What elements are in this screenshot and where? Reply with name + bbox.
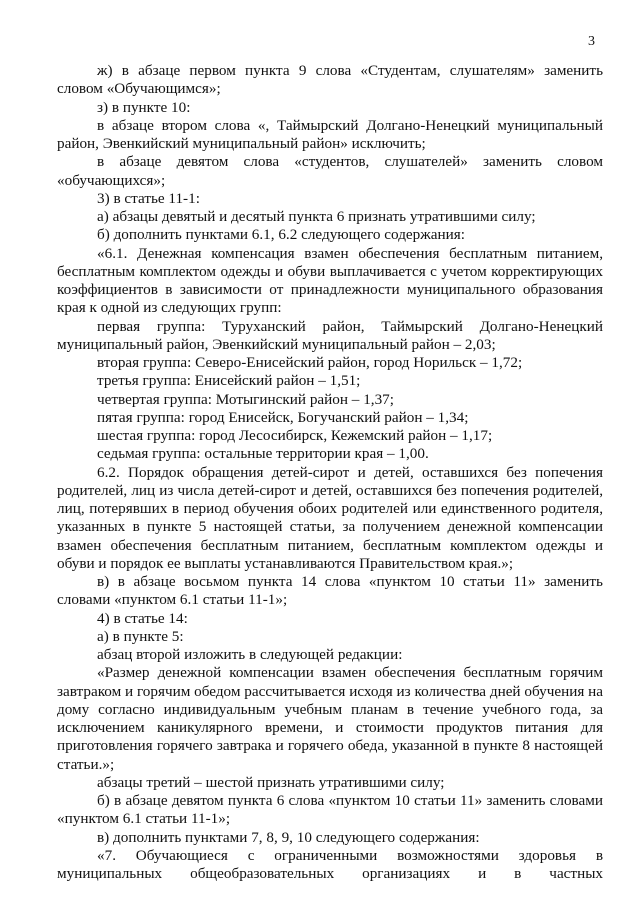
paragraph: 4) в статье 14: bbox=[97, 609, 188, 627]
paragraph: абзац второй изложить в следующей редакции: bbox=[97, 646, 403, 663]
paragraph: первая группа: Туруханский район, Таймырский Долгано-Ненецкий муниципальный район, Эвенкийский муниципальный район – 2,03; bbox=[57, 317, 603, 353]
paragraph: в абзаце втором слова «, Таймырский Долгано-Ненецкий муниципальный район, Эвенкийский муниципальный район» исключить; bbox=[57, 116, 603, 152]
paragraph: б) в абзаце девятом пункта 6 слова «пунктом 10 статьи 11» заменить словами «пунктом 6.1 статьи 11-1»; bbox=[57, 792, 603, 828]
paragraph: седьмая группа: остальные территории края – 1,00. bbox=[97, 445, 429, 463]
paragraph: б) дополнить пунктами 6.1, 6.2 следующего содержания: bbox=[97, 226, 465, 244]
paragraph: шестая группа: город Лесосибирск, Кежемский район – 1,17; bbox=[97, 427, 493, 444]
paragraph: в) в абзаце восьмом пункта 14 слова «пунктом 10 статьи 11» заменить словами «пунктом 6.1 статьи 11-1»; bbox=[57, 573, 603, 609]
paragraph: абзацы третий – шестой признать утратившими силу; bbox=[97, 773, 445, 791]
paragraph: третья группа: Енисейский район – 1,51; bbox=[97, 372, 361, 390]
paragraph: в абзаце девятом слова «студентов, слушателей» заменить словом «обучающихся»; bbox=[57, 153, 603, 189]
paragraph: з) в пункте 10: bbox=[97, 98, 191, 116]
paragraph: ж) в абзаце первом пункта 9 слова «Студентам, слушателям» заменить словом «Обучающимся»; bbox=[57, 62, 603, 98]
paragraph: четвертая группа: Мотыгинский район – 1,37; bbox=[97, 390, 394, 408]
paragraph: а) абзацы девятый и десятый пункта 6 признать утратившими силу; bbox=[97, 208, 536, 225]
paragraph: 6.2. Порядок обращения детей-сирот и детей, оставшихся без попечения родителей, лиц из числа детей-сирот и детей, оставшихся без попечения родителей, лиц, потерявших в период обучения обоих родителей или единственного родителя, указанных в пункте 5 настоящей статьи, за получением денежной компенсации взамен обеспечения бесплатным питанием, бесплатным комплектом одежды и обуви и порядок ее выплаты устанавливаются Правительством края.»; bbox=[57, 463, 603, 572]
paragraph: «6.1. Денежная компенсация взамен обеспечения бесплатным питанием, бесплатным комплектом одежды и обуви выплачивается с учетом корректирующих коэффициентов в зависимости от принадлежности муниципального образования края к одной из следующих групп: bbox=[57, 244, 603, 317]
paragraph: «Размер денежной компенсации взамен обеспечения бесплатным горячим завтраком и горячим обедом рассчитывается исходя из количества дней обучения на дому согласно индивидуальным учебным планам в течение учебного года, за исключением каникулярного времени, и стоимости продуктов питания для приготовления горячего завтрака и горячего обеда, указанной в пункте 8 настоящей статьи.»; bbox=[57, 664, 603, 773]
paragraph: пятая группа: город Енисейск, Богучанский район – 1,34; bbox=[97, 408, 469, 426]
paragraph: а) в пункте 5: bbox=[97, 627, 184, 645]
paragraph: 3) в статье 11-1: bbox=[97, 189, 200, 207]
paragraph: вторая группа: Северо-Енисейский район, город Норильск – 1,72; bbox=[97, 354, 523, 371]
paragraph: в) дополнить пунктами 7, 8, 9, 10 следующего содержания: bbox=[97, 828, 480, 846]
document-body bbox=[57, 62, 603, 883]
paragraph: «7. Обучающиеся с ограниченными возможностями здоровья в муниципальных общеобразовательных организациях и в частных bbox=[57, 846, 603, 882]
page-number: 3 bbox=[588, 34, 595, 49]
